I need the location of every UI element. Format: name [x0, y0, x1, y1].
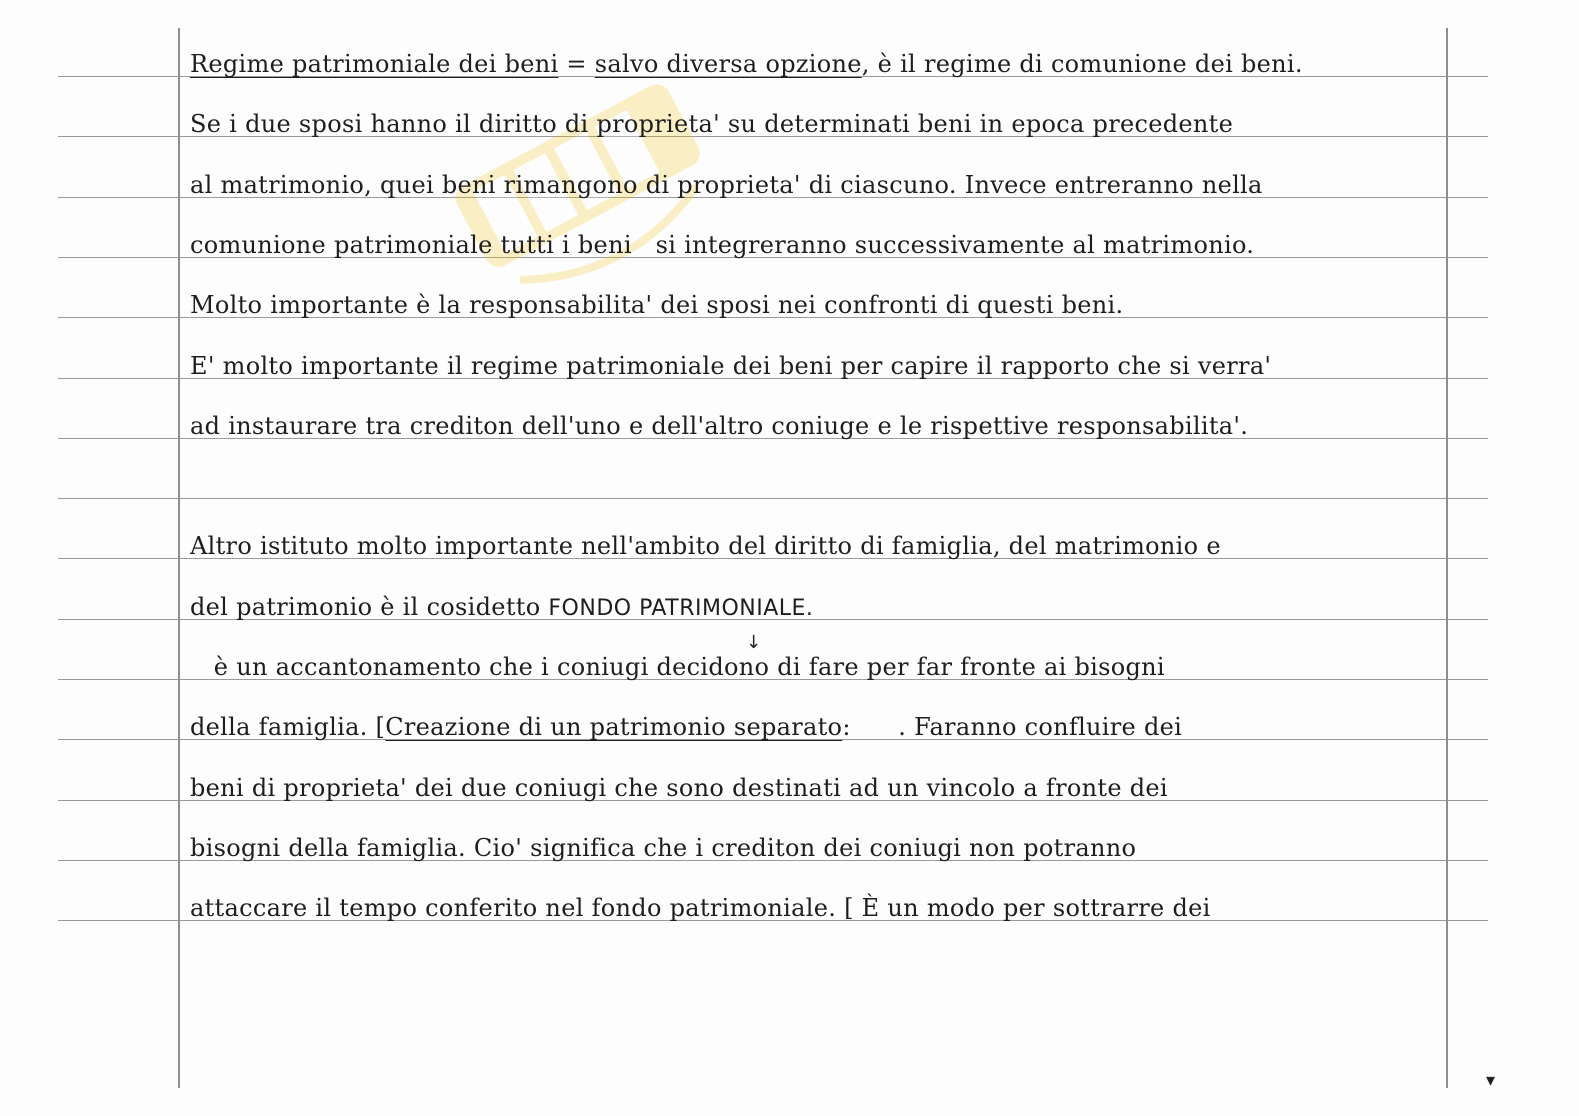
text-line [190, 637, 1440, 681]
text-line [190, 155, 1440, 199]
text-segment: è un accantonamento che i coniugi decidono di fare per far fronte ai bisogni [190, 653, 1165, 681]
text-line [190, 577, 1440, 621]
text-segment: comunione patrimoniale tutti i beni si integreranno successivamente al matrimonio. [190, 231, 1255, 259]
text-line [190, 275, 1440, 319]
text-segment: , è il regime di comunione dei beni. [861, 50, 1303, 78]
text-line [190, 697, 1440, 741]
text-line [190, 456, 1440, 500]
page-corner-mark-icon: ▾ [1486, 1070, 1496, 1091]
right-margin-line [1446, 28, 1448, 1088]
text-segment: attaccare il tempo conferito nel fondo patrimoniale. [ È un modo per sottrarre dei [190, 894, 1211, 922]
text-segment: al matrimonio, quei beni rimangono di proprieta' di ciascuno. Invece entreranno nella [190, 171, 1263, 199]
text-segment: Se i due sposi hanno il diritto di proprieta' su determinati beni in epoca precedente [190, 110, 1234, 138]
text-segment: della famiglia. [ [190, 713, 386, 741]
text-segment: beni di proprieta' dei due coniugi che sono destinati ad un vincolo a fronte dei [190, 774, 1168, 802]
text-line [190, 94, 1440, 138]
text-line [190, 516, 1440, 560]
text-segment: Creazione di un patrimonio separato [385, 713, 843, 741]
down-arrow-icon: ↓ [746, 632, 762, 653]
text-segment: Altro istituto molto importante nell'ambito del diritto di famiglia, del matrimonio e [190, 532, 1221, 560]
text-line [190, 336, 1440, 380]
text-segment: Molto importante è la responsabilita' dei sposi nei confronti di questi beni. [190, 291, 1124, 319]
text-segment: Regime patrimoniale dei beni [190, 50, 559, 78]
text-segment: E' molto importante il regime patrimoniale dei beni per capire il rapporto che si verra' [190, 352, 1272, 380]
text-line [190, 396, 1440, 440]
text-segment: bisogni della famiglia. Cio' significa che i crediton dei coniugi non potranno [190, 834, 1137, 862]
text-line [190, 878, 1440, 922]
text-line [190, 818, 1440, 862]
text-line [190, 758, 1440, 802]
text-segment: salvo diversa opzione [594, 50, 862, 78]
text-segment: = [558, 50, 595, 78]
text-segment: ad instaurare tra crediton dell'uno e dell'altro coniuge e le rispettive responsabilita'. [190, 412, 1249, 440]
text-segment: del patrimonio è il cosidetto [190, 593, 549, 621]
text-line [190, 34, 1440, 78]
fondo-patrimoniale-heading: FONDO PATRIMONIALE. [548, 596, 814, 621]
left-margin-line [178, 28, 180, 1088]
text-segment: : . Faranno confluire dei [842, 713, 1183, 741]
text-line [190, 215, 1440, 259]
